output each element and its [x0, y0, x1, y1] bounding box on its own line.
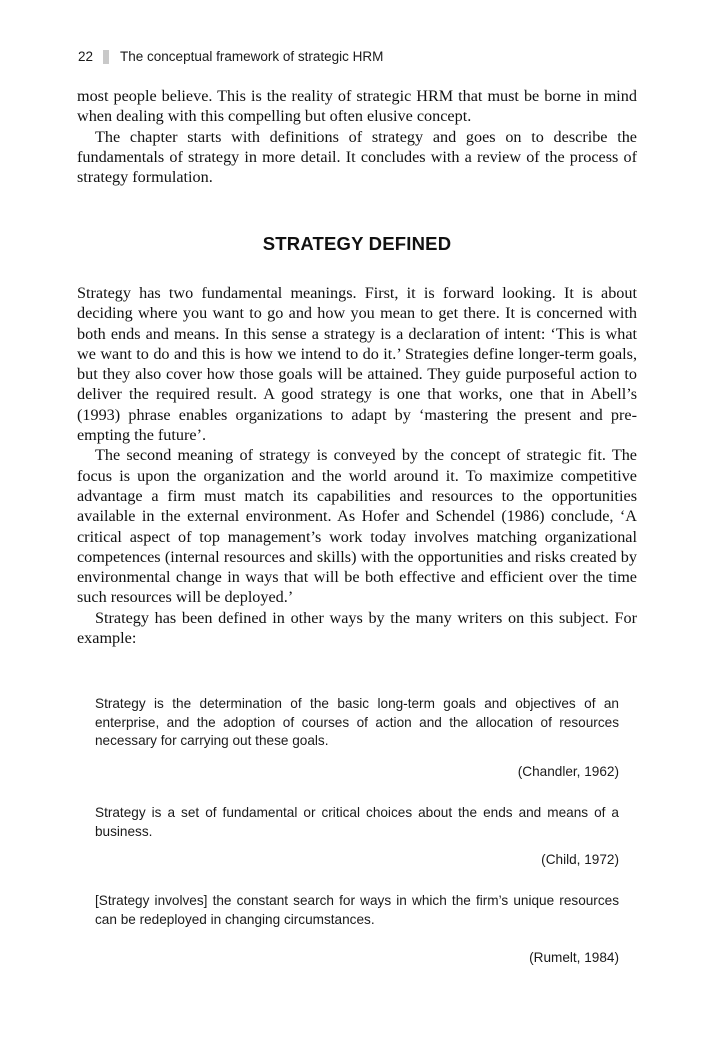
quote-citation: (Child, 1972) [541, 852, 619, 867]
section-paragraph-2: The second meaning of strategy is conveyed by the concept of strategic fit. The focus is upon the organization and the world around it. To maximize competitive advantage a firm must match its capabilities and resources to the opportunities available in the external environment. As Hofer and Schendel (1986) conclude, ‘A critical aspect of top management’s work today involves matching organizational competences (internal resources and skills) with the opportunities and risks created by environmental change in ways that will be both effective and efficient over the time such resources will be deployed.’ [77, 446, 637, 607]
quote-citation: (Chandler, 1962) [517, 764, 619, 779]
intro-paragraph-2: The chapter starts with definitions of strategy and goes on to describe the fundamentals of strategy in more detail. It concludes with a review of the process of strategy formulation. [77, 127, 637, 187]
section-heading: STRATEGY DEFINED [262, 233, 452, 254]
block-quote: Strategy is the determination of the basic long-term goals and objectives of an enterprise, and the adoption of courses of action and the allocation of resources necessary for carrying out these goals. [95, 696, 619, 748]
block-quote: [Strategy involves] the constant search for ways in which the firm’s unique resources can be redeployed in changing circumstances. [95, 893, 619, 927]
block-quote: Strategy is a set of fundamental or critical choices about the ends and means of a business. [95, 805, 619, 839]
running-title: The conceptual framework of strategic HRM [120, 49, 384, 64]
section-paragraph-1: Strategy has two fundamental meanings. First, it is forward looking. It is about deciding where you want to go and how you mean to get there. It is concerned with both ends and means. In this sense a strategy is a declaration of intent: ‘This is what we want to do and this is how we intend to do it.’ Strategies define longer-term goals, but they also cover how those goals will be attained. They guide purposeful action to deliver the required result. A good strategy is one that works, one that in Abell’s (1993) phrase enables organizations to adapt by ‘mastering the present and pre-empting the future’. [77, 284, 637, 445]
section-body [77, 283, 637, 648]
quote-citation: (Rumelt, 1984) [529, 950, 619, 965]
running-header [78, 49, 383, 64]
section-paragraph-3: Strategy has been defined in other ways by the many writers on this subject. For example: [77, 608, 637, 648]
page-number: 22 [78, 49, 94, 64]
intro-text [77, 86, 637, 187]
intro-paragraph-1: most people believe. This is the reality of strategic HRM that must be borne in mind when dealing with this compelling but often elusive concept. [77, 87, 637, 126]
header-separator [103, 50, 109, 64]
